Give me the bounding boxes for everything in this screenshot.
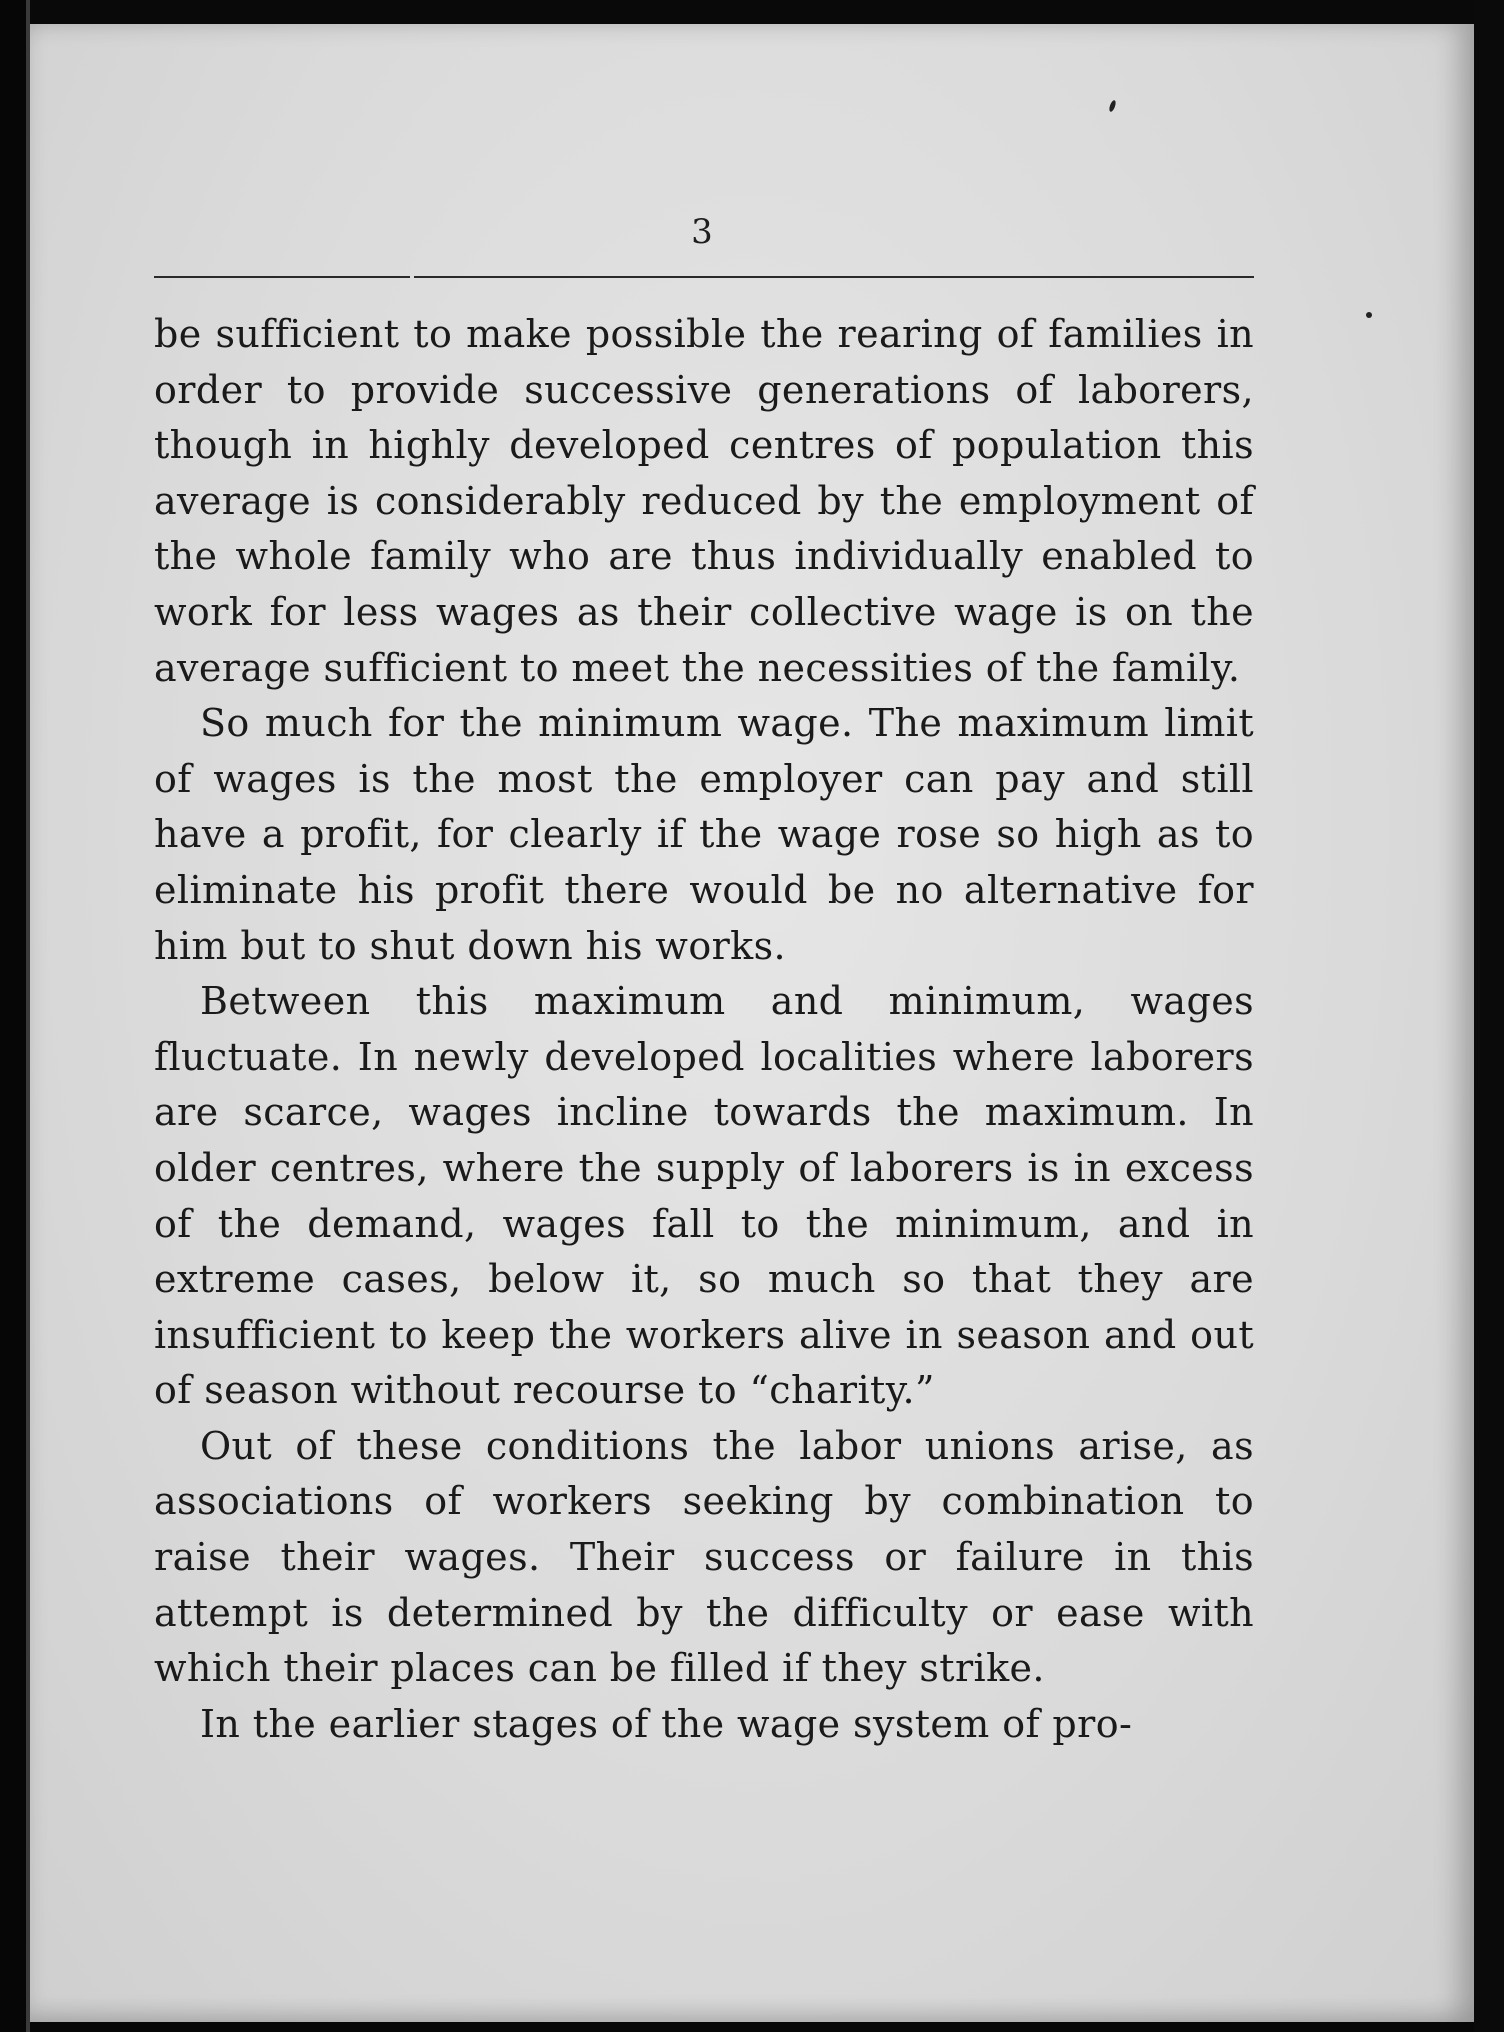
paragraph-3: Between this maximum and minimum, wages fluctuate. In newly developed localities where laborers are scarce, wages incline towards the maximum. In older centres, where the supply of laborers is in excess of the demand, wages fall to the minimum, and in extreme cases, below it, so much so that they are insufficient to keep the workers alive in season and out of season without recourse to “charity.” [154,979,1254,1413]
scan-right-border [1474,0,1504,2032]
page-number: 3 [691,212,713,252]
scan-speck [1108,100,1117,113]
header-rule-left [154,276,410,278]
paragraph-4: Out of these conditions the labor unions arise, as associations of workers seeking by combination to raise their wages. Their success or failure in this attempt is determined by the difficulty or ease with which their places can be filled if they strike. [154,1423,1254,1691]
book-page [30,24,1474,2022]
scan-top-border [26,0,1504,24]
paragraph-2: So much for the minimum wage. The maximum limit of wages is the most the employer can pay and still have a profit, for clearly if the wage rose so high as to eliminate his profit there would be no alternative for him but to shut down his works. [154,701,1254,968]
body-text [154,307,1254,1752]
scan-left-border [0,0,26,2032]
header-rule-right [414,276,1254,278]
scan-speck [1366,312,1372,318]
paragraph-1: be sufficient to make possible the rearing of families in order to provide successive generations of laborers, though in highly developed centres of population this average is considerably reduced by the employment of the whole family who are thus individually enabled to work for less wages as their collective wage is on the average sufficient to meet the necessities of the family. [154,312,1254,690]
paragraph-5: In the earlier stages of the wage system of pro- [200,1701,1133,1746]
